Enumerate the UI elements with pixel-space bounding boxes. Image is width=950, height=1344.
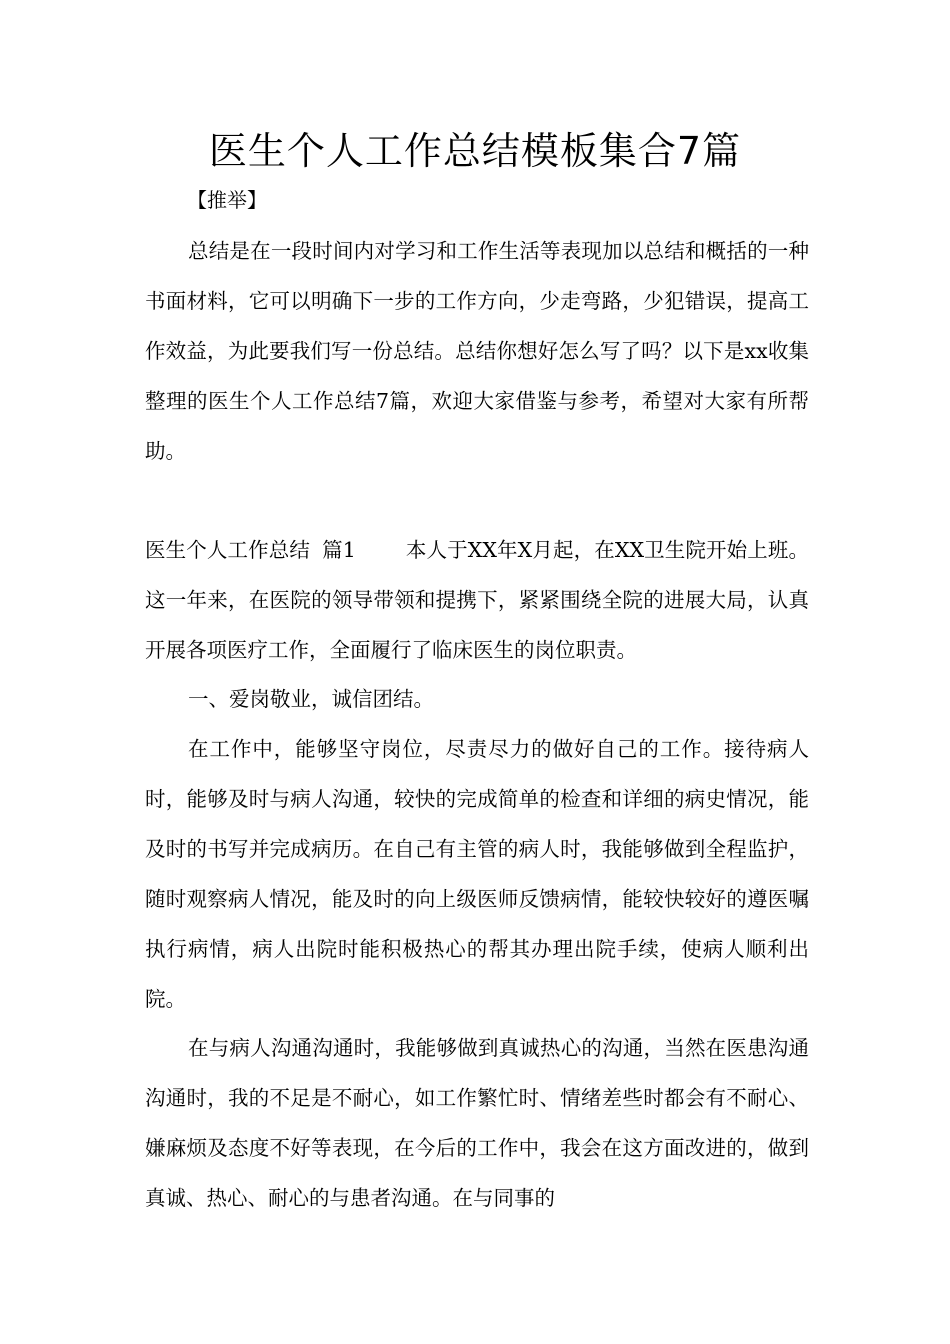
section-1-text: 本人于XX年X月起，在XX卫生院开始上班。这一年来，在医院的领导带领和提携下，紧紧围绕全院的进展大局，认真开展各项医疗工作，全面履行了临床医生的岗位职责。: [145, 538, 810, 662]
body-paragraph-3: 在与病人沟通沟通时，我能够做到真诚热心的沟通，当然在医患沟通沟通时，我的不足是不耐心，如工作繁忙时、情绪差些时都会有不耐心、嫌麻烦及态度不好等表现，在今后的工作中，我会在这方面改进的，做到真诚、热心、耐心的与患者沟通。在与同事的: [145, 1036, 809, 1210]
section-1-paragraph: [145, 525, 809, 675]
section-1-number: 篇1: [321, 538, 356, 562]
subheading-dedication: 一、爱岗敬业，诚信团结。: [188, 687, 434, 711]
intro-paragraph: 总结是在一段时间内对学习和工作生活等表现加以总结和概括的一种书面材料，它可以明确下一步的工作方向，少走弯路，少犯错误，提高工作效益，为此要我们写一份总结。总结你想好怎么写了吗？以下是xx收集整理的医生个人工作总结7篇，欢迎大家借鉴与参考，希望对大家有所帮助。: [145, 239, 809, 463]
document-title: 医生个人工作总结模板集合7篇: [208, 129, 742, 173]
section-1-heading: 医生个人工作总结: [145, 538, 310, 562]
recommend-tag: 【推举】: [187, 188, 267, 212]
body-paragraph-2: 在工作中，能够坚守岗位，尽责尽力的做好自己的工作。接待病人时，能够及时与病人沟通，较快的完成简单的检查和详细的病史情况，能及时的书写并完成病历。在自己有主管的病人时，我能够做到全程监护，随时观察病人情况，能及时的向上级医师反馈病情，能较快较好的遵医嘱执行病情，病人出院时能积极热心的帮其办理出院手续，使病人顺利出院。: [145, 737, 809, 1011]
